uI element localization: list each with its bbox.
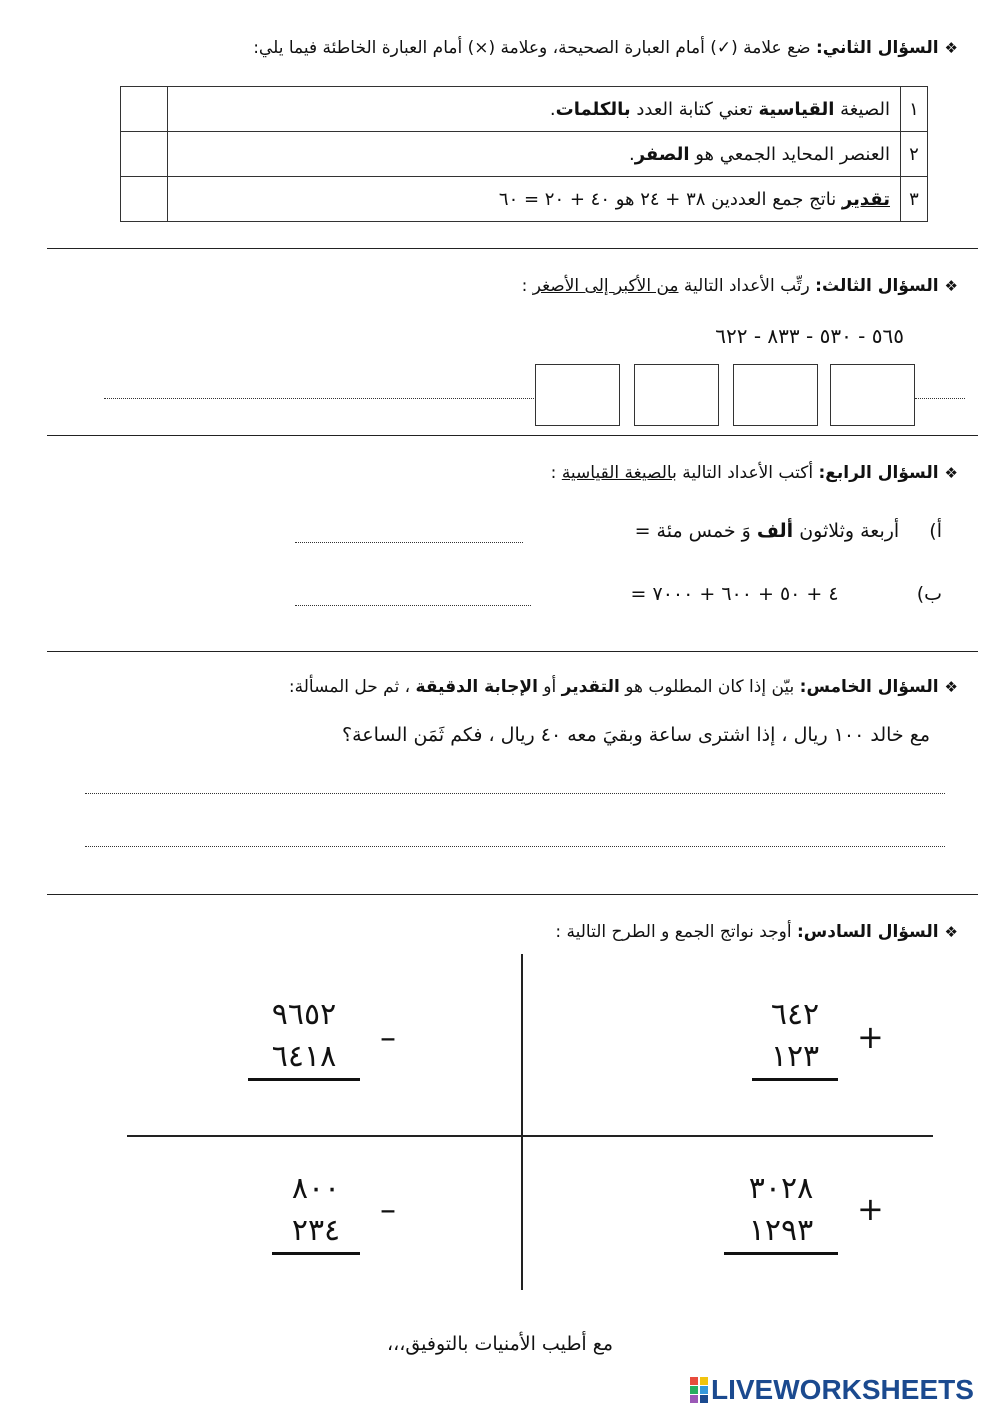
answer-cell[interactable] — [121, 132, 168, 177]
q3-emphasis: من الأكبر إلى الأصغر — [532, 276, 679, 296]
q5-label: السؤال الخامس: — [799, 677, 939, 697]
q4-heading: ❖السؤال الرابع: أكتب الأعداد التالية بالصيغة القياسية : — [550, 463, 958, 483]
bottom-operand: ١٢٩٣ — [724, 1210, 838, 1255]
q4-instruction: أكتب الأعداد التالية — [676, 463, 814, 483]
section-divider — [47, 435, 978, 436]
bottom-operand: ٢٣٤ — [272, 1210, 360, 1255]
order-answer-box[interactable] — [830, 364, 915, 426]
q6-instruction: أوجد نواتج الجمع و الطرح التالية : — [555, 922, 792, 942]
q3-instruction: رتِّب الأعداد التالية — [678, 276, 810, 296]
diamond-bullet-icon: ❖ — [944, 923, 958, 941]
top-operand: ٨٠٠ — [291, 1171, 341, 1206]
diamond-bullet-icon: ❖ — [944, 464, 958, 482]
liveworksheets-logo-icon — [690, 1377, 708, 1403]
q6-label: السؤال السادس: — [797, 922, 939, 942]
top-operand: ٩٦٥٢ — [271, 997, 337, 1032]
brand-name: LIVEWORKSHEETS — [711, 1374, 974, 1405]
closing-message: مع أطيب الأمنيات بالتوفيق،،، — [386, 1333, 614, 1355]
q4-label: السؤال الرابع: — [818, 463, 939, 483]
part-a-label: أ) — [929, 520, 942, 542]
grid-vertical-divider — [521, 954, 523, 1290]
part-b-answer-line[interactable] — [295, 605, 531, 606]
q5-answer-line[interactable] — [85, 846, 945, 847]
q2-heading — [253, 38, 958, 58]
q3-label: السؤال الثالث: — [815, 276, 939, 296]
addition-problem-2 — [724, 1168, 838, 1255]
subtraction-problem-2 — [272, 1168, 360, 1255]
minus-sign: – — [380, 1018, 396, 1056]
answer-line-end — [915, 398, 965, 399]
q4-part-a: أ) أربعة وثلاثون ألف وَ خمس مئة = — [634, 520, 942, 542]
table-row — [121, 177, 928, 222]
statement: تقدير ناتج جمع العددين ٣٨ + ٢٤ هو ٤٠ + ٢٠ = ٦٠ — [168, 177, 901, 222]
answer-cell[interactable] — [121, 177, 168, 222]
bottom-operand: ١٢٣ — [752, 1036, 838, 1081]
q2-instruction: ضع علامة (✓) أمام العبارة الصحيحة، وعلامة (×) أمام العبارة الخاطئة فيما يلي: — [253, 38, 811, 58]
q4-part-b: ب) ٤ + ٥٠ + ٦٠٠ + ٧٠٠٠ = — [630, 583, 942, 605]
top-operand: ٦٤٢ — [770, 997, 820, 1032]
subtraction-problem-1 — [248, 994, 360, 1081]
statement: العنصر المحايد الجمعي هو الصفر. — [168, 132, 901, 177]
q5-heading: ❖السؤال الخامس: بيّن إذا كان المطلوب هو التقدير أو الإجابة الدقيقة ، ثم حل المسألة: — [288, 677, 958, 697]
part-b-label: ب) — [916, 583, 942, 605]
q4-emphasis: بالصيغة القياسية — [561, 463, 677, 483]
addition-problem-1 — [752, 994, 838, 1081]
q3-heading: ❖السؤال الثالث: رتِّب الأعداد التالية من الأكبر إلى الأصغر : — [521, 276, 958, 296]
grid-horizontal-divider — [127, 1135, 933, 1137]
q5-answer-line[interactable] — [85, 793, 945, 794]
part-a-answer-line[interactable] — [295, 542, 523, 543]
bottom-operand: ٦٤١٨ — [248, 1036, 360, 1081]
section-divider — [47, 248, 978, 249]
order-answer-box[interactable] — [634, 364, 719, 426]
diamond-bullet-icon: ❖ — [944, 39, 958, 57]
diamond-bullet-icon: ❖ — [944, 277, 958, 295]
section-divider — [47, 894, 978, 895]
q2-label: السؤال الثاني: — [815, 38, 939, 58]
q5-problem: مع خالد ١٠٠ ريال ، إذا اشترى ساعة وبقيَ معه ٤٠ ريال ، فكم ثَمَن الساعة؟ — [342, 724, 930, 746]
numbers-to-order: ٥٦٥ - ٥٣٠ - ٨٣٣ - ٦٢٢ — [715, 324, 904, 348]
row-number: ١ — [901, 87, 928, 132]
answer-cell[interactable] — [121, 87, 168, 132]
minus-sign: – — [380, 1190, 396, 1228]
q6-heading — [555, 922, 958, 942]
plus-sign: + — [857, 1018, 884, 1056]
order-answer-box[interactable] — [535, 364, 620, 426]
row-number: ٢ — [901, 132, 928, 177]
order-answer-box[interactable] — [733, 364, 818, 426]
statement: الصيغة القياسية تعني كتابة العدد بالكلمات. — [168, 87, 901, 132]
table-row — [121, 87, 928, 132]
top-operand: ٣٠٢٨ — [748, 1171, 814, 1206]
plus-sign: + — [857, 1190, 884, 1228]
section-divider — [47, 651, 978, 652]
row-number: ٣ — [901, 177, 928, 222]
true-false-table — [120, 86, 928, 222]
table-row — [121, 132, 928, 177]
answer-line[interactable] — [104, 398, 534, 399]
diamond-bullet-icon: ❖ — [944, 678, 958, 696]
liveworksheets-logo — [690, 1374, 974, 1406]
